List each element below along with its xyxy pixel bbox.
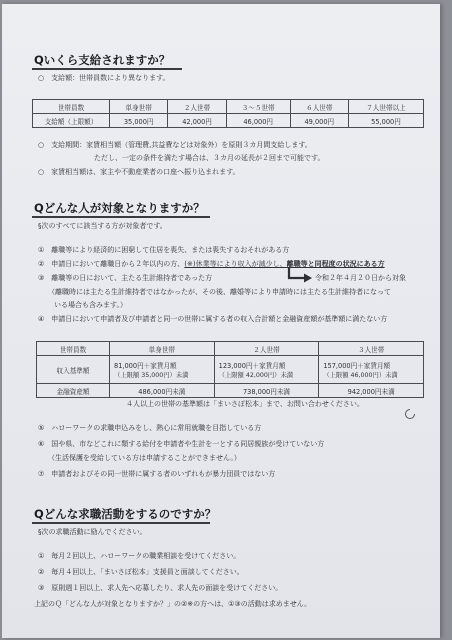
table-header: 単身世帯	[110, 100, 168, 114]
eligibility-item-6: ⑥ 国や県、市などこれに類する給付を申請者や生計を一とする同居親族が受けていない方	[38, 440, 325, 448]
title-underline	[32, 216, 210, 218]
period-line: ○ 支給期間：家賃相当額（管理費,共益費などは対象外）を原則３カ月間支給します。	[38, 141, 312, 149]
income-main: 81,000円＋家賃月額	[114, 362, 177, 370]
eligibility-item-2	[38, 260, 385, 269]
table-row	[37, 356, 424, 384]
document-page	[2, 4, 440, 638]
section-title-amount: Qいくら支給されますか？	[34, 53, 171, 67]
table-header: 単身世帯	[110, 342, 215, 356]
table-header: ２人世帯	[168, 100, 226, 114]
table-cell	[319, 356, 424, 384]
eligibility-item-3: ③ 離職等の日において、主たる生計維持者であった方	[38, 274, 213, 282]
job-search-item-1: ① 毎月２回以上、ハローワークの職業相談を受けてください。	[38, 552, 241, 560]
table-cell: 486,000円未満	[110, 384, 215, 398]
eligibility-intro: §次のすべてに該当する方が対象者です。	[38, 222, 167, 230]
period-extension-line: ただし、一定の条件を満たす場合は、３カ月の延長が２回まで可能です。	[94, 154, 325, 162]
table-row	[37, 384, 424, 398]
income-sub: （上限額 46,000円）未満	[323, 372, 398, 379]
table-cell: 35,000円	[110, 114, 168, 128]
table-row	[37, 342, 424, 356]
table-header: ３〜５世帯	[226, 100, 290, 114]
table-header: ７人世帯以上	[348, 100, 423, 114]
table-cell: 49,000円	[290, 114, 348, 128]
eligibility-item-2-text: ② 申請日において離職日から２年以内の方、	[38, 260, 185, 268]
table-cell: 42,000円	[168, 114, 226, 128]
section-title-job-search: Qどんな求職活動をするのですか？	[34, 507, 217, 521]
table-row	[33, 114, 424, 128]
table-row-label: 支給額（上限額）	[33, 114, 110, 128]
table-cell: 46,000円	[226, 114, 290, 128]
amount-table	[32, 99, 424, 128]
title-underline	[32, 68, 182, 70]
eligibility-item-7: ⑦ 申請者およびその同一世帯に属する者のいずれもが暴力団員ではない方	[38, 470, 276, 478]
table-header: ３人世帯	[319, 342, 424, 356]
table-cell: 55,000円	[348, 114, 423, 128]
amount-line: ○ 支給額：世帯員数により異なります。	[38, 74, 170, 82]
income-sub: （上限額 35,000円）未満	[114, 372, 189, 379]
table-row-label: 金融資産額	[37, 384, 110, 398]
job-search-footer: 上記のＱ「どんな人が対象となりますか？」の②※の方へは、①③の活動は求めません。	[34, 600, 312, 608]
section-title-eligibility: Qどんな人が対象となりますか？	[34, 201, 205, 215]
income-main: 123,000円＋家賃月額	[218, 362, 286, 370]
loading-spinner-icon	[404, 408, 416, 420]
eligibility-item-2-emphasis: 離職等と同程度の状況にある方	[286, 260, 385, 268]
income-asset-table	[36, 341, 424, 398]
table-cell	[214, 356, 319, 384]
job-search-item-2: ② 毎月４回以上、「まいさぽ松本」支援員と面談してください。	[38, 568, 244, 576]
table-cell	[110, 356, 215, 384]
table-header: 世帯員数	[33, 100, 110, 114]
job-search-item-3: ③ 原則週１回以上、求人先へ応募したり、求人先の面談を受けてください。	[38, 584, 283, 592]
eligibility-item-2-underlined: (※)休業等により収入が減少し、	[184, 260, 287, 268]
table-header: 世帯員数	[37, 342, 110, 356]
income-main: 157,000円＋家賃月額	[323, 362, 391, 370]
title-underline	[32, 522, 210, 524]
table-row-label: 収入基準額	[37, 356, 110, 384]
table-cell: 738,000円未満	[214, 384, 319, 398]
income-sub: （上限額 42,000円）未満	[218, 372, 294, 379]
table-header: ６人世帯	[290, 100, 348, 114]
eligibility-item-3-note-cont: いる場合も含みます。）	[54, 301, 127, 309]
table-row	[33, 100, 424, 114]
payee-line: ○ 家賃相当額は、家主や不動産業者の口座へ振り込まれます。	[38, 168, 240, 176]
table-header: ２人世帯	[214, 342, 319, 356]
job-search-intro: §次の求職活動に励んでください。	[38, 528, 147, 536]
eligibility-item-5: ⑤ ハローワークの求職申込みをし、熱心に常用就職を目指している方	[38, 424, 262, 432]
table-cell: 942,000円未満	[319, 384, 424, 398]
arrow-icon	[286, 268, 314, 284]
eligibility-date-note: 令和２年４月２０日から対象	[315, 274, 406, 282]
eligibility-item-4: ④ 申請日において申請者及び申請者と同一の世帯に属する者の収入合計額と金融資産額が基準額に満たない方	[38, 315, 388, 323]
table-note: ４人以上の世帯の基準額は「まいさぽ松本」まで、お問い合わせください。	[126, 400, 364, 408]
eligibility-item-1: ① 離職等により経済的に困窮して住居を喪失、または喪失するおそれがある方	[38, 246, 290, 254]
eligibility-item-6-note: （生活保護を受給している方は申請することができません。）	[48, 454, 241, 462]
eligibility-item-3-note: （離職時には主たる生計維持者ではなかったが、その後、離婚等により申請時には主たる生計維持者になって	[48, 288, 391, 296]
